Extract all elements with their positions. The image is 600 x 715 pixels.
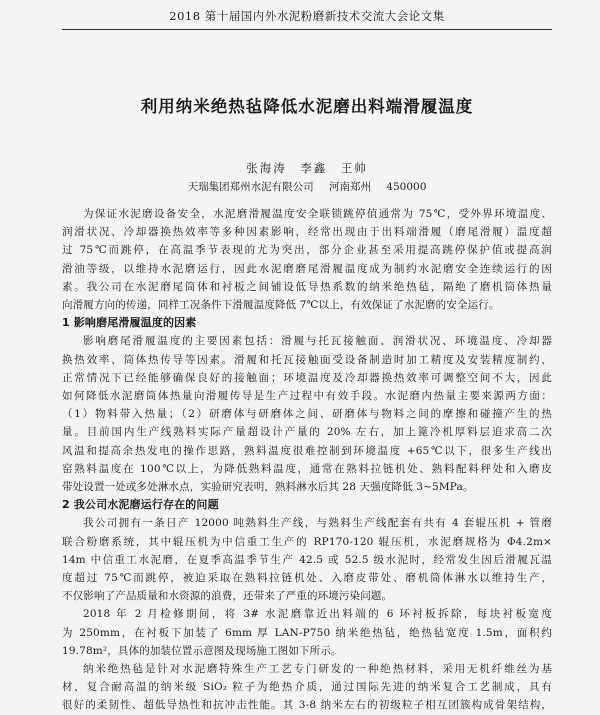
affiliation-location: 河南郑州: [328, 181, 371, 193]
section-2-heading: 2 我公司水泥磨运行存在的问题: [62, 498, 219, 512]
body-line: 很好的柔韧性、超低导热性和抗冲击性能。其 3-8 纳米左右的初级粒子相互团簇构成骨架结构，: [62, 699, 552, 712]
body-line: 风温和提高余热发电的操作思路，熟料温度很难控制到环境温度 +65℃以下，很多生产线出: [62, 444, 552, 457]
abstract-line: 向滑履方向的传递，同样工况条件下滑履温度降低 7℃以上，有效保证了水泥磨的安全运行。: [62, 299, 500, 312]
body-line: 正常情况下已经能够确保良好的接触面；环境温度及冷却器换热效率可调整空间不大，因此: [62, 371, 552, 384]
body-line: 窑熟料温度在 100℃以上，为降低熟料温度，通常在熟料拉链机处、熟料配料秤处和入磨皮: [62, 462, 552, 475]
section-2-body: [62, 514, 552, 605]
body-line: 19.78m²，具体的加装位置示意图及现场施工图如下所示。: [62, 644, 342, 657]
section-1-body: [62, 332, 552, 496]
body-line: 量。目前国内生产线熟料实际产量超设计产量的 20% 左右，加上篦冷机厚料层追求高二次: [62, 426, 552, 439]
body-line: 2018 年 2 月检修期间，将 3# 水泥磨靠近出料端的 6 环衬板拆除，每块衬板宽度: [83, 608, 552, 621]
abstract-line: 素。我公司在水泥磨尾筒体和衬板之间铺设低导热系数的纳米绝热毡，隔绝了磨机筒体热量: [62, 280, 552, 293]
abstract-line: 为保证水泥磨设备安全，水泥磨滑履温度安全联锁跳停值通常为 75℃，受外界环境温度、: [83, 208, 552, 220]
abstract-line: 过 75℃而跳停，在高温季节表现的尤为突出，部分企业甚至采用提高跳停保护值或提高润: [62, 244, 552, 257]
paper-title: 利用纳米绝热毡降低水泥磨出料端滑履温度: [140, 97, 474, 116]
body-line: 我公司拥有一条日产 12000 吨熟料生产线，与熟料生产线配套有共有 4 套辊压机 + 管磨: [83, 517, 552, 530]
abstract: [62, 205, 552, 314]
affiliation-org: 天瑞集团郑州水泥有限公司: [187, 181, 314, 193]
body-line: 带处设置一处或多处淋水点，实验研究表明，熟料淋水后其 28 天强度降低 3~5MPa。: [62, 481, 474, 494]
body-line: 影响磨尾滑履温度的主要因素包括：滑履与托瓦接触面、润滑状况、环境温度、冷却器: [83, 335, 552, 348]
paper-body: [62, 205, 552, 715]
paragraph-retrofit: [62, 605, 552, 660]
authors: 张海涛 李鑫 王帅: [246, 161, 368, 175]
body-line: 如何降低水泥磨筒体热量向滑履传导是生产过程中有效手段。水泥磨内热量主要来源两方面：: [62, 390, 552, 403]
body-line: 14m 中信重工水泥磨，在夏季高温季节生产 42.5 或 52.5 级水泥时，经常发生因后滑履瓦温: [62, 553, 552, 566]
abstract-line: 润滑状况、冷却器换热效率等多种因素影响，经常出现由于出料端滑履（磨尾滑履）温度超: [62, 226, 552, 239]
affiliation-postcode: 450000: [386, 181, 427, 193]
section-1-heading: 1 影响磨尾滑履温度的因素: [62, 316, 197, 330]
paragraph-material: [62, 660, 552, 715]
abstract-line: 滑油等级，以维持水泥磨运行，因此水泥磨磨尾滑履温度成为制约水泥磨安全连续运行的因: [62, 262, 552, 275]
body-line: 度超过 75℃而跳停，被迫采取在熟料拉链机处、入磨皮带处、磨机筒体淋水以维持生产，: [62, 572, 552, 585]
body-line: 为 250mm，在衬板下加装了 6mm 厚 LAN-P750 纳米绝热毡，绝热毡宽度 1.5m，面积约: [62, 626, 552, 639]
running-head: 2018 第十届国内外水泥粉磨新技术交流大会论文集: [62, 8, 552, 30]
body-line: 纳米绝热毡是针对水泥磨特殊生产工艺专门研发的一种绝热材料，采用无机纤维丝为基: [83, 663, 552, 676]
body-line: （1）物料带入热量；（2）研磨体与研磨体之间、研磨体与物料之间的摩擦和碰撞产生的热: [62, 408, 552, 421]
body-line: 材，复合耐高温的纳米级 SiO₂ 粒子为绝热介质，通过国际先进的纳米复合工艺制成，具有: [62, 681, 552, 694]
body-line: 联合粉磨系统，其中辊压机为中信重工生产的 RP170-120 辊压机，水泥磨规格为 Φ4.2m×: [62, 535, 552, 548]
affiliation: [62, 179, 552, 194]
body-line: 不仅影响了产品质量和水资源的浪费，还带来了严重的环境污染问题。: [62, 590, 393, 603]
body-line: 换热效率、筒体热传导等因素。滑履和托瓦接触面受设备制造时加工精度及安装精度制约，: [62, 353, 552, 366]
